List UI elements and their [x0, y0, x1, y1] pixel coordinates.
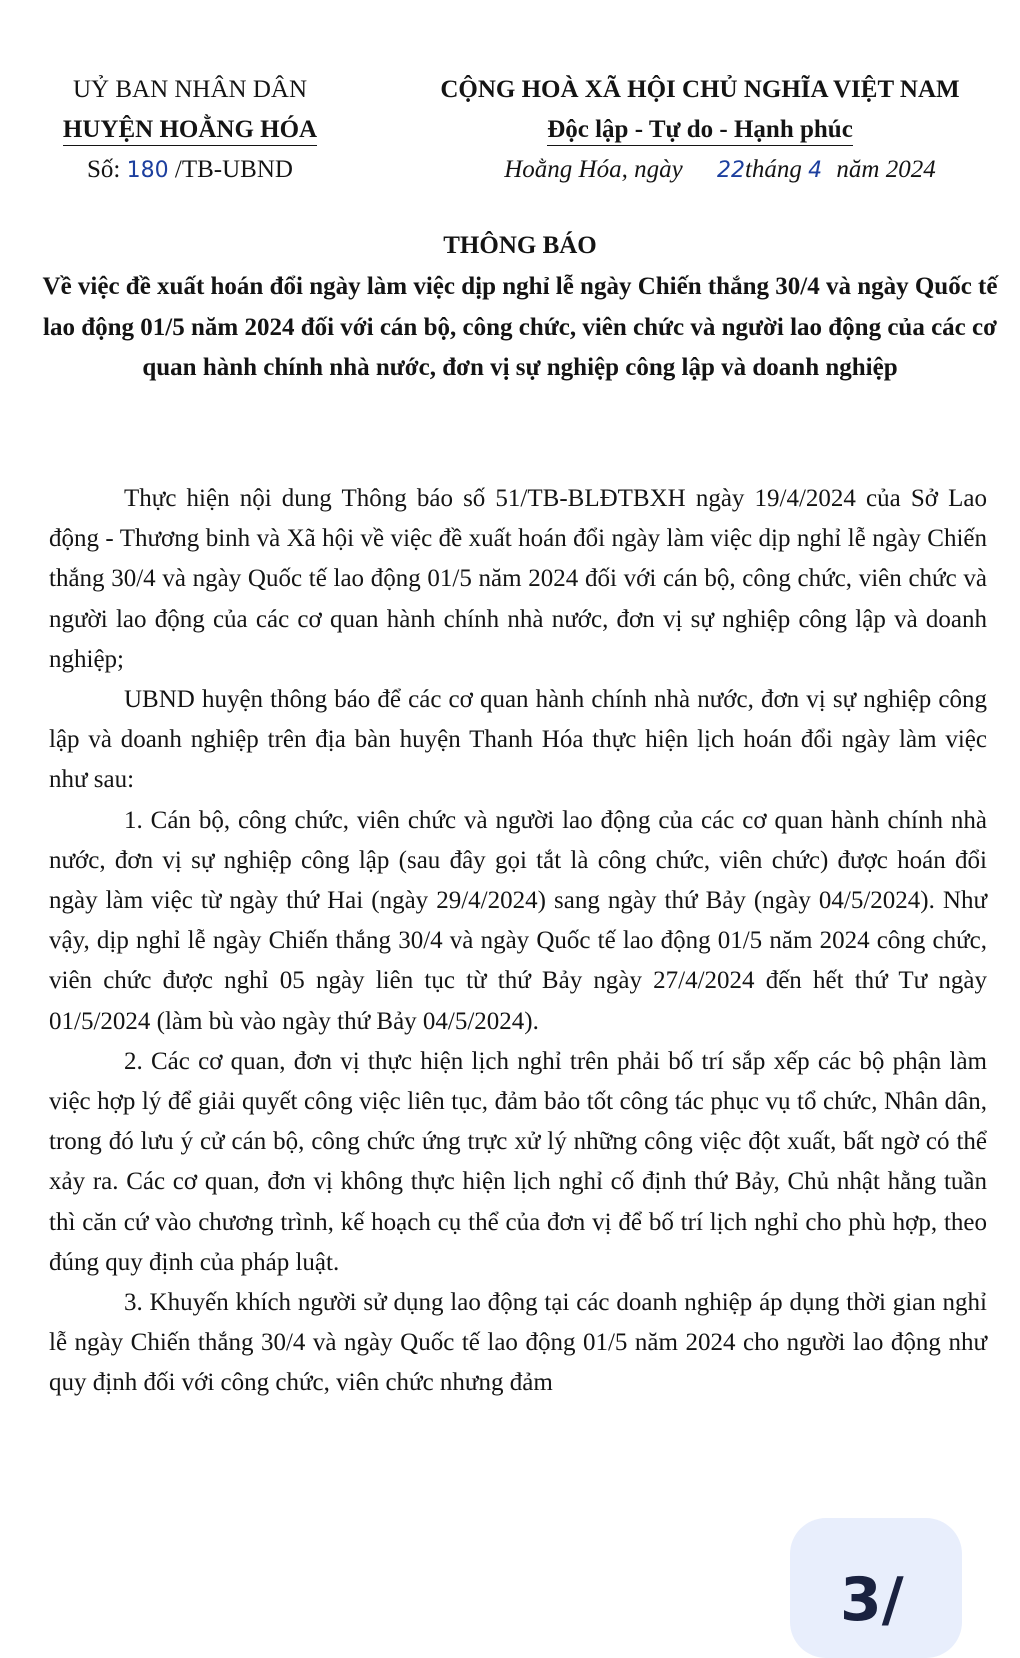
agency-line-1: UỶ BAN NHÂN DÂN [72, 76, 308, 103]
document-header [0, 70, 1020, 190]
number-value: 180 [126, 158, 169, 183]
title-subject: Về việc đề xuất hoán đổi ngày làm việc dịp nghỉ lễ ngày Chiến thắng 30/4 và ngày Quốc tế lao động 01/5 năm 2024 đối với cán bộ, công chức, viên chức và người lao động của các cơ quan hành chính nhà nước, đơn vị sự nghiệp công lập và doanh nghiệp [42, 273, 998, 381]
agency-line-2 [40, 110, 340, 150]
issuing-agency-block [40, 70, 340, 190]
paragraph-4: 2. Các cơ quan, đơn vị thực hiện lịch nghỉ trên phải bố trí sắp xếp các bộ phận làm việc hợp lý để giải quyết công việc liên tục, đảm bảo tốt công tác phục vụ tổ chức, Nhân dân, trong đó lưu ý cử cán bộ, công chức ứng trực xử lý những công việc đột xuất, bất ngờ có thể xảy ra. Các cơ quan, đơn vị không thực hiện lịch nghỉ cố định thứ Bảy, Chủ nhật hằng tuần thì căn cứ vào chương trình, kế hoạch cụ thể của đơn vị để bố trí lịch nghỉ cho phù hợp, theo đúng quy định của pháp luật. [49, 1047, 987, 1276]
date-month: 4 [808, 158, 823, 183]
date-day: 22 [716, 158, 745, 183]
title-main: THÔNG BÁO [443, 232, 597, 259]
document-body [49, 479, 987, 1404]
date-month-label: tháng [744, 156, 802, 183]
paragraph-1: Thực hiện nội dung Thông báo số 51/TB-BLĐTBXH ngày 19/4/2024 của Sở Lao động - Thương binh và Xã hội về việc đề xuất hoán đổi ngày làm việc dịp nghỉ lễ ngày Chiến thắng 30/4 và ngày Quốc tế lao động 01/5 năm 2024 đối với cán bộ, công chức, viên chức và người lao động của các cơ quan hành chính nhà nước, đơn vị sự nghiệp công lập và doanh nghiệp; [49, 485, 987, 673]
paragraph-3: 1. Cán bộ, công chức, viên chức và người lao động của các cơ quan hành chính nhà nước, đơn vị sự nghiệp công lập (sau đây gọi tắt là công chức, viên chức) được hoán đổi ngày làm việc từ ngày thứ Hai (ngày 29/4/2024) sang ngày thứ Bảy (ngày 04/5/2024). Như vậy, dịp nghỉ lễ ngày Chiến thắng 30/4 và ngày Quốc tế lao động 01/5 năm 2024 công chức, viên chức được nghỉ 05 ngày liên tục từ thứ Bảy ngày 27/4/2024 đến hết thứ Tư ngày 01/5/2024 (làm bù vào ngày thứ Bảy 04/5/2024). [49, 806, 987, 1035]
number-suffix: /TB-UBND [174, 156, 293, 183]
document-title [30, 225, 1010, 389]
document-number [40, 150, 340, 190]
paragraph-5: 3. Khuyến khích người sử dụng lao động tại các doanh nghiệp áp dụng thời gian nghỉ lễ ngày Chiến thắng 30/4 và ngày Quốc tế lao động 01/5 năm 2024 cho người lao động như quy định đối với công chức, viên chức nhưng đảm [49, 1289, 987, 1397]
national-motto-block [395, 70, 1005, 190]
agency-name: HUYỆN HOẰNG HÓA [63, 115, 317, 146]
country-name: CỘNG HOÀ XÃ HỘI CHỦ NGHĨA VIỆT NAM [440, 76, 960, 103]
motto: Độc lập - Tự do - Hạnh phúc [547, 115, 853, 146]
paragraph-2: UBND huyện thông báo để các cơ quan hành chính nhà nước, đơn vị sự nghiệp công lập và doanh nghiệp trên địa bàn huyện Thanh Hóa thực hiện lịch hoán đổi ngày làm việc như sau: [49, 686, 987, 794]
number-prefix: Số: [87, 156, 121, 183]
place-date [395, 150, 1005, 190]
date-year: năm 2024 [836, 156, 936, 183]
date-place: Hoằng Hóa, ngày [504, 156, 683, 183]
motto-line [395, 110, 1005, 150]
floating-button-glyph[interactable]: 3/ [840, 1565, 904, 1635]
